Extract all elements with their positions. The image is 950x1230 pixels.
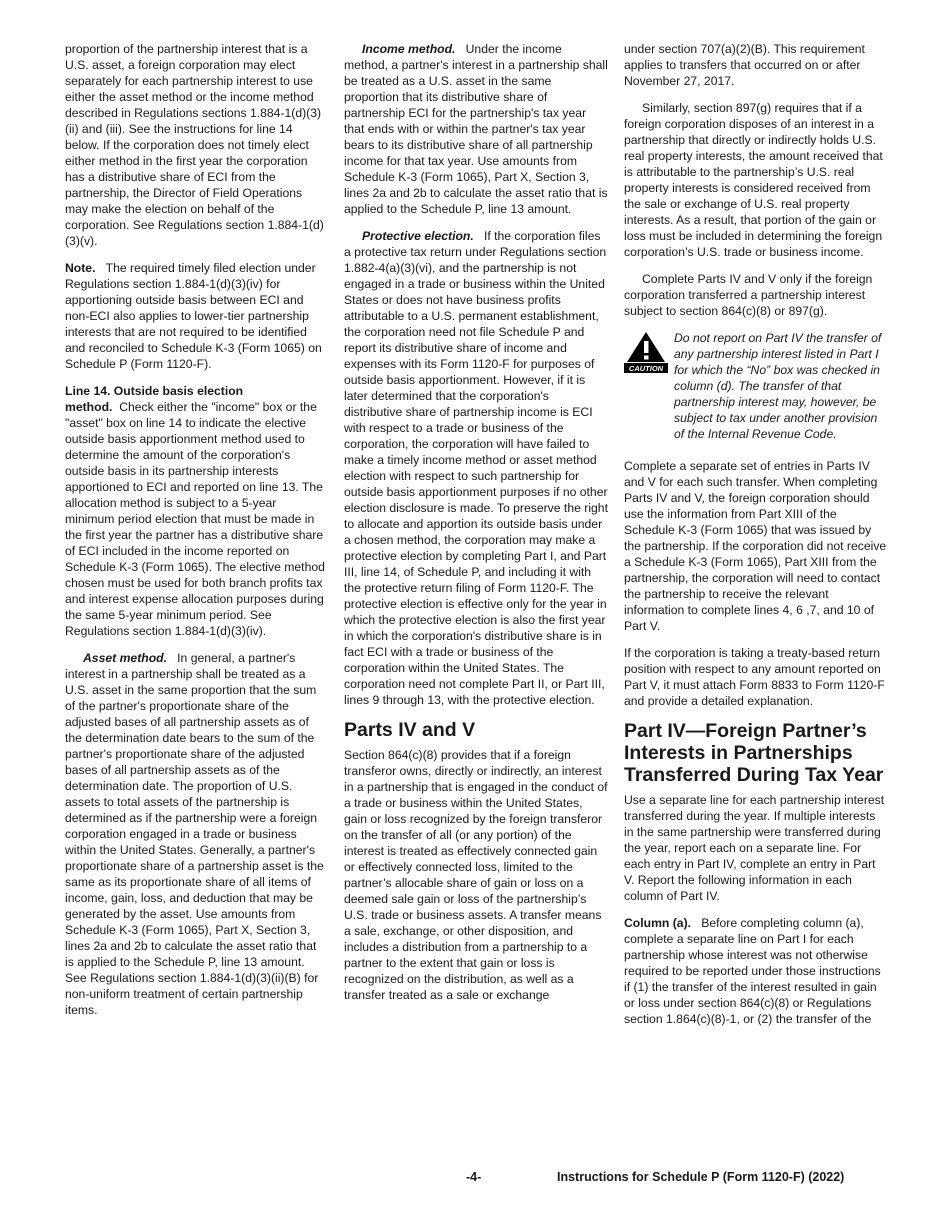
footer-title: Instructions for Schedule P (Form 1120-F) (2022) [557,1170,845,1184]
income-method-body: Under the income method, a partner's interest in a partnership shall be treated as a U.S. asset in the same proportion that its distributive share of partnership ECI for the partnership's tax year that ends with or within the partner's tax year bears to its distributive share of all partnership income for that tax year. Use amounts from Schedule K-3 (Form 1065), Part X, Section 3, lines 2a and 2b to calculate the asset ratio that is applied to the Schedule P, line 13 amount. [344,42,608,216]
line14-paragraph [65,383,327,639]
column-2 [344,41,608,1014]
protective-election-heading: Protective election. [362,229,474,243]
asset-method-heading: Asset method. [83,651,167,665]
parts-iv-v-paragraph: Section 864(c)(8) provides that if a foreign transferor owns, directly or indirectly, an interest in a partnership that is engaged in the conduct of a trade or business within the United States, gain or loss recognized by the foreign transferor on the transfer of all (or any portion) of the interest is treated as effectively connected gain or effectively connected loss, limited to the partner’s allocable share of gain or loss on a deemed sale gain or loss of the partnership’s U.S. trade or business assets. A transfer means a sale, exchange, or other disposition, and includes a distribution from a partnership to a partner to the extent that gain or loss is recognized on the distribution, as well as a transfer treated as a sale or exchange [344,748,608,1002]
caution-text: Do not report on Part IV the transfer of any partnership interest listed in Part I for which the “No” box was checked in column (d). The transfer of that partnership interest may, however, be subject to tax under another provision of the Internal Revenue Code. [674,331,882,441]
section-heading-parts-iv-v: Parts IV and V [344,719,476,741]
section-heading-part-iv: Part IV—Foreign Partner’s Interests in Partnerships Transferred During Tax Year [624,720,884,786]
protective-election-paragraph [344,228,608,708]
column-3 [624,41,888,1038]
line14-body: Check either the "income" box or the "asset" box on line 14 to indicate the elective outside basis apportionment method used to determine the amount of the corporation's outside basis in its partnership interests apportioned to ECI and reported on line 13. The allocation method is subject to a 5-year minimum period election that must be made in the first year the partner has a distributive share of ECI included in the income reported on Schedule K-3 (Form 1065). The elective method chosen must be used for both branch profits tax and interest expense allocation purposes during the same 5-year minimum period. See Regulations section 1.884-1(d)(3)(iv). [65,400,325,638]
page-number: -4- [466,1170,482,1184]
line14-heading: Line 14. Outside basis election method. [65,384,244,414]
separate-entries-paragraph: Complete a separate set of entries in Parts IV and V for each such transfer. When completing Parts IV and V, the foreign corporation should use the information from Part XIII of the Schedule K-3 (Form 1065) that was issued by the partnership. If the corporation did not receive a Schedule K-3 (Form 1065), Part XIII from the partnership, the corporation will need to contact the partnership to receive the relevant information to complete lines 4, 6 ,7, and 10 of Part V. [624,459,887,633]
column-a-paragraph [624,915,888,1027]
income-method-heading: Income method. [362,42,456,56]
paragraph: proportion of the partnership interest that is a U.S. asset, a foreign corporation may elect separately for each partnership interest to use either the asset method or the income method described in Regulations sections 1.884-1(d)(3)(ii) and (iii). See the instructions for line 14 below. If the corporation does not timely elect either method in the first year the corporation has a distributive share of ECI from the partnership, the Director of Field Operations may make the election on behalf of the corporation. See Regulations section 1.884-1(d)(3)(v). [65,42,324,248]
separate-line-paragraph: Use a separate line for each partnership interest transferred during the year. If multiple interests in the same partnership were transferred during the year, report each on a separate line. For each entry in Part IV, complete an entry in Part V. Report the following information in each column of Part IV. [624,793,885,903]
caution-note [624,330,888,442]
section-897g-paragraph: Similarly, section 897(g) requires that if a foreign corporation disposes of an interest in a partnership that directly or indirectly holds U.S. real property interests, the amount received that is attributable to the partnership’s U.S. real property interests is considered received from the sale or exchange of U.S. real property interests. As a result, that portion of the gain or loss must be included in determining the foreign corporation’s U.S. trade or business income. [624,101,883,259]
caution-icon [624,331,668,373]
note-body: The required timely filed election under Regulations section 1.884-1(d)(3)(iv) for apportioning outside basis between ECI and non-ECI also applies to lower-tier partnership interests that are not required to be identified and reconciled to Schedule K-3 (Form 1065) on Schedule P (Form 1120-F). [65,261,322,371]
note-paragraph [65,260,327,372]
note-heading: Note. [65,261,96,275]
column-1 [65,41,327,1029]
income-method-paragraph [344,41,608,217]
caution-label: CAUTION [628,364,664,373]
asset-method-paragraph [65,650,327,1018]
column-a-body: Before completing column (a), complete a separate line on Part I for each partnership whose interest was not otherwise required to be reported under those instructions if (1) the transfer of the interest resulted in gain or loss under section 864(c)(8) or Regulations section 1.864(c)(8)-1, or (2) the transfer of the [624,916,881,1026]
protective-election-body: If the corporation files a protective tax return under Regulations section 1.882-4(a)(3)(vi), and the partnership is not engaged in a trade or business within the United States or does not have business profits attributable to a U.S. permanent establishment, the corporation need not file Schedule P and report its distributive share of income and expenses with its Form 1120-F for purposes of outside basis apportionment. However, if it is later determined that the corporation's distributive share of partnership income is ECI with respect to a trade or business of the corporation, the corporation will have failed to make a timely income method or asset method election with respect to such partnership for outside basis apportionment purposes if no other election disclosure is made. To preserve the right to allocate and apportion its outside basis under a chosen method, the corporation may make a protective election by completing Part I, and Part III, line 14, of Schedule P, and including it with the protective return filing of Form 1120-F. The protective election is effective only for the year in which the protective election is also the first year in which the corporation's distributive share is in fact ECI with a trade or business of the corporation within the United States. The corporation need not complete Part II, or Part III, lines 9 through 13, with the protective election. [344,229,608,707]
continued-paragraph: under section 707(a)(2)(B). This requirement applies to transfers that occurred on or after November 27, 2017. [624,42,865,88]
treaty-paragraph: If the corporation is taking a treaty-based return position with respect to any amount reported on Part V, it must attach Form 8833 to Form 1120-F and provide a detailed explanation. [624,646,885,708]
complete-parts-paragraph: Complete Parts IV and V only if the foreign corporation transferred a partnership interest subject to section 864(c)(8) or 897(g). [624,272,873,318]
column-a-heading: Column (a). [624,916,692,930]
asset-method-body: In general, a partner's interest in a partnership shall be treated as a U.S. asset in the same proportion that the sum of the partner's proportionate share of the adjusted bases of all partnership assets as of the determination date bears to the sum of the partner's proportionate share of the adjusted bases of all partnership assets as of the determination date. The proportion of U.S. assets to total assets of the partnership is determined as if the partnership were a foreign corporation engaged in a trade or business within the United States. Generally, a partner's proportionate share of a partnership asset is the same as its proportionate share of all items of income, gain, loss, and deduction that may be generated by the asset. Use amounts from Schedule K-3 (Form 1065), Part X, Section 3, lines 2a and 2b to calculate the asset ratio that is applied to the Schedule P, line 13 amount. See Regulations section 1.884-1(d)(3)(ii)(B) for non-uniform treatment of certain partnership items. [65,651,324,1017]
